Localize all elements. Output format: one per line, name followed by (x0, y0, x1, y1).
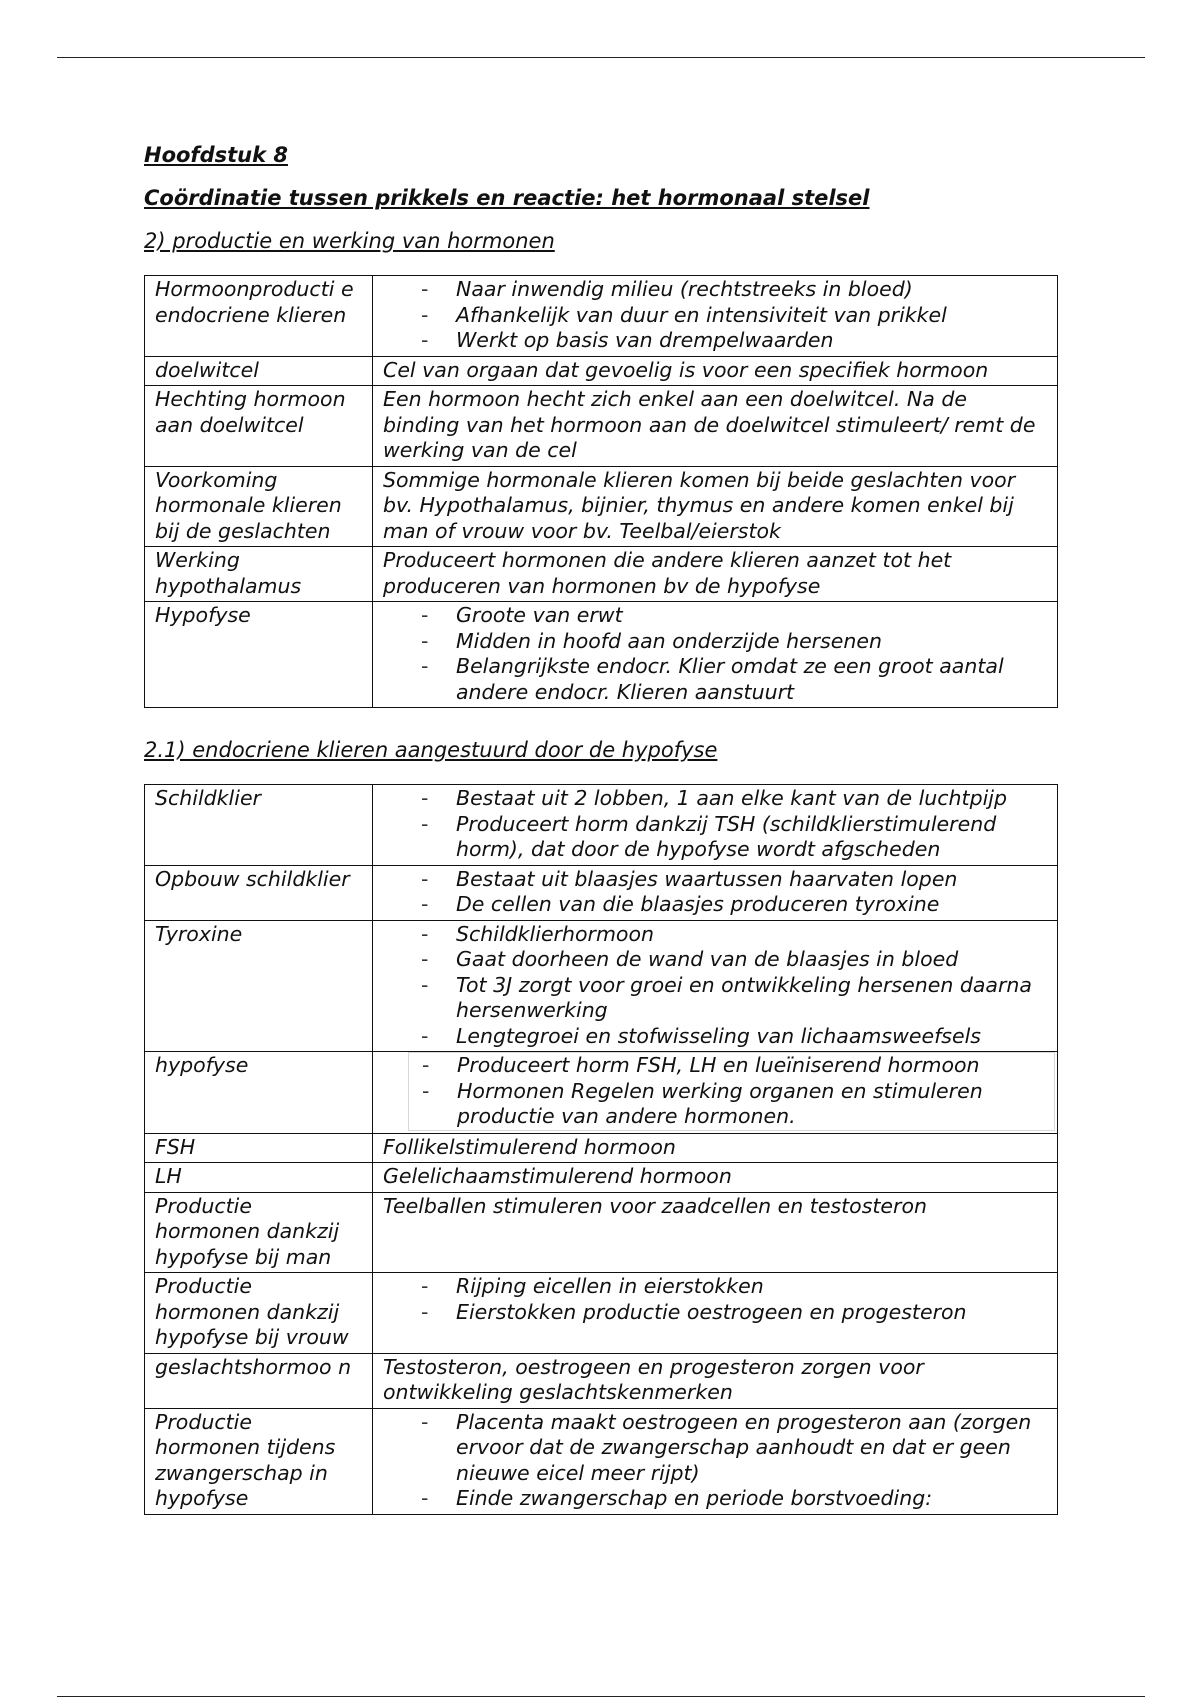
chapter-title: Hoofdstuk 8 (144, 143, 288, 167)
bullet-list (383, 1274, 1047, 1325)
row-label: Tyroxine (145, 920, 373, 1052)
section-heading-hypofyse: 2.1) endocriene klieren aangestuurd door de hypofyse (144, 738, 718, 762)
list-item: - Werkt op basis van drempelwaarden (383, 328, 1047, 354)
row-content (373, 1052, 1058, 1134)
row-label: Schildklier (145, 785, 373, 866)
row-content: Gelelichaamstimulerend hormoon (373, 1163, 1058, 1193)
table-row (145, 356, 1058, 386)
list-item: - Belangrijkste endocr. Klier omdat ze een groot aantal andere endocr. Klieren aanstuurt (383, 654, 1047, 705)
list-item: - Groote van erwt (383, 603, 1047, 629)
row-content (373, 276, 1058, 357)
bullet-list (383, 867, 1047, 918)
row-content: Teelballen stimuleren voor zaadcellen en testosteron (373, 1192, 1058, 1273)
table-row (145, 547, 1058, 602)
list-item: - Produceert horm dankzij TSH (schildklierstimulerend horm), dat door de hypofyse wordt afgscheden (383, 812, 1047, 863)
row-label: Hormoonproducti e endocriene klieren (145, 276, 373, 357)
production-table (144, 275, 1058, 708)
row-content: Cel van orgaan dat gevoelig is voor een specifiek hormoon (373, 356, 1058, 386)
row-content: Een hormoon hecht zich enkel aan een doelwitcel. Na de binding van het hormoon aan de doelwitcel stimuleert/ remt de werking van de cel (373, 386, 1058, 467)
list-item: - Bestaat uit blaasjes waartussen haarvaten lopen (383, 867, 1047, 893)
list-item: - Tot 3J zorgt voor groei en ontwikkeling hersenen daarna hersenwerking (383, 973, 1047, 1024)
list-item: - Bestaat uit 2 lobben, 1 aan elke kant van de luchtpijp (383, 786, 1047, 812)
row-content: Follikelstimulerend hormoon (373, 1133, 1058, 1163)
row-label: LH (145, 1163, 373, 1193)
table-row (145, 276, 1058, 357)
table-row (145, 1192, 1058, 1273)
list-item: - Lengtegroei en stofwisseling van lichaamsweefsels (383, 1024, 1047, 1050)
list-item: - Eierstokken productie oestrogeen en progesteron (383, 1300, 1047, 1326)
table-row (145, 1273, 1058, 1354)
table-row (145, 602, 1058, 708)
bullet-list (383, 603, 1047, 705)
row-label: doelwitcel (145, 356, 373, 386)
table-row (145, 1408, 1058, 1514)
table-row (145, 785, 1058, 866)
row-content (373, 785, 1058, 866)
chapter-subtitle: Coördinatie tussen prikkels en reactie: het hormonaal stelsel (144, 186, 870, 210)
row-label: Werking hypothalamus (145, 547, 373, 602)
bullet-list (383, 922, 1047, 1050)
bullet-list (383, 277, 1047, 354)
row-label: Opbouw schildklier (145, 865, 373, 920)
footer-rule (57, 1696, 1145, 1697)
table-row (145, 1353, 1058, 1408)
row-content: Produceert hormonen die andere klieren aanzet tot het produceren van hormonen bv de hypofyse (373, 547, 1058, 602)
list-item: - Naar inwendig milieu (rechtstreeks in bloed) (383, 277, 1047, 303)
list-item: - Einde zwangerschap en periode borstvoeding: (383, 1486, 1047, 1512)
bullet-list (408, 1052, 1055, 1131)
table-row (145, 865, 1058, 920)
table-row (145, 466, 1058, 547)
bullet-list (383, 1410, 1047, 1512)
row-content (373, 602, 1058, 708)
row-label: FSH (145, 1133, 373, 1163)
row-content (373, 920, 1058, 1052)
section-heading-production: 2) productie en werking van hormonen (144, 229, 555, 253)
list-item: - Hormonen Regelen werking organen en stimuleren productie van andere hormonen. (409, 1079, 1046, 1130)
table-row (145, 1052, 1058, 1134)
row-label: Voorkoming hormonale klieren bij de geslachten (145, 466, 373, 547)
row-label: Hechting hormoon aan doelwitcel (145, 386, 373, 467)
hypofyse-table (144, 784, 1058, 1515)
header-rule (57, 57, 1145, 58)
list-item: - Rijping eicellen in eierstokken (383, 1274, 1047, 1300)
row-label: geslachtshormoo n (145, 1353, 373, 1408)
row-content (373, 1408, 1058, 1514)
list-item: - Placenta maakt oestrogeen en progesteron aan (zorgen ervoor dat de zwangerschap aanhoudt en dat er geen nieuwe eicel meer rijpt) (383, 1410, 1047, 1487)
row-label: Productie hormonen dankzij hypofyse bij man (145, 1192, 373, 1273)
list-item: - Produceert horm FSH, LH en lueïniserend hormoon (409, 1053, 1046, 1079)
table-row (145, 386, 1058, 467)
list-item: - Schildklierhormoon (383, 922, 1047, 948)
row-content: Sommige hormonale klieren komen bij beide geslachten voor bv. Hypothalamus, bijnier, thymus en andere komen enkel bij man of vrouw voor bv. Teelbal/eierstok (373, 466, 1058, 547)
row-label: Productie hormonen dankzij hypofyse bij vrouw (145, 1273, 373, 1354)
list-item: - Gaat doorheen de wand van de blaasjes in bloed (383, 947, 1047, 973)
row-label: Hypofyse (145, 602, 373, 708)
row-label: Productie hormonen tijdens zwangerschap in hypofyse (145, 1408, 373, 1514)
row-content (373, 1273, 1058, 1354)
row-content (373, 865, 1058, 920)
list-item: - Midden in hoofd aan onderzijde hersenen (383, 629, 1047, 655)
row-content: Testosteron, oestrogeen en progesteron zorgen voor ontwikkeling geslachtskenmerken (373, 1353, 1058, 1408)
list-item: - De cellen van die blaasjes produceren tyroxine (383, 892, 1047, 918)
bullet-list (383, 786, 1047, 863)
table-row (145, 1163, 1058, 1193)
list-item: - Afhankelijk van duur en intensiviteit van prikkel (383, 303, 1047, 329)
table-row (145, 920, 1058, 1052)
table-row (145, 1133, 1058, 1163)
row-label: hypofyse (145, 1052, 373, 1134)
